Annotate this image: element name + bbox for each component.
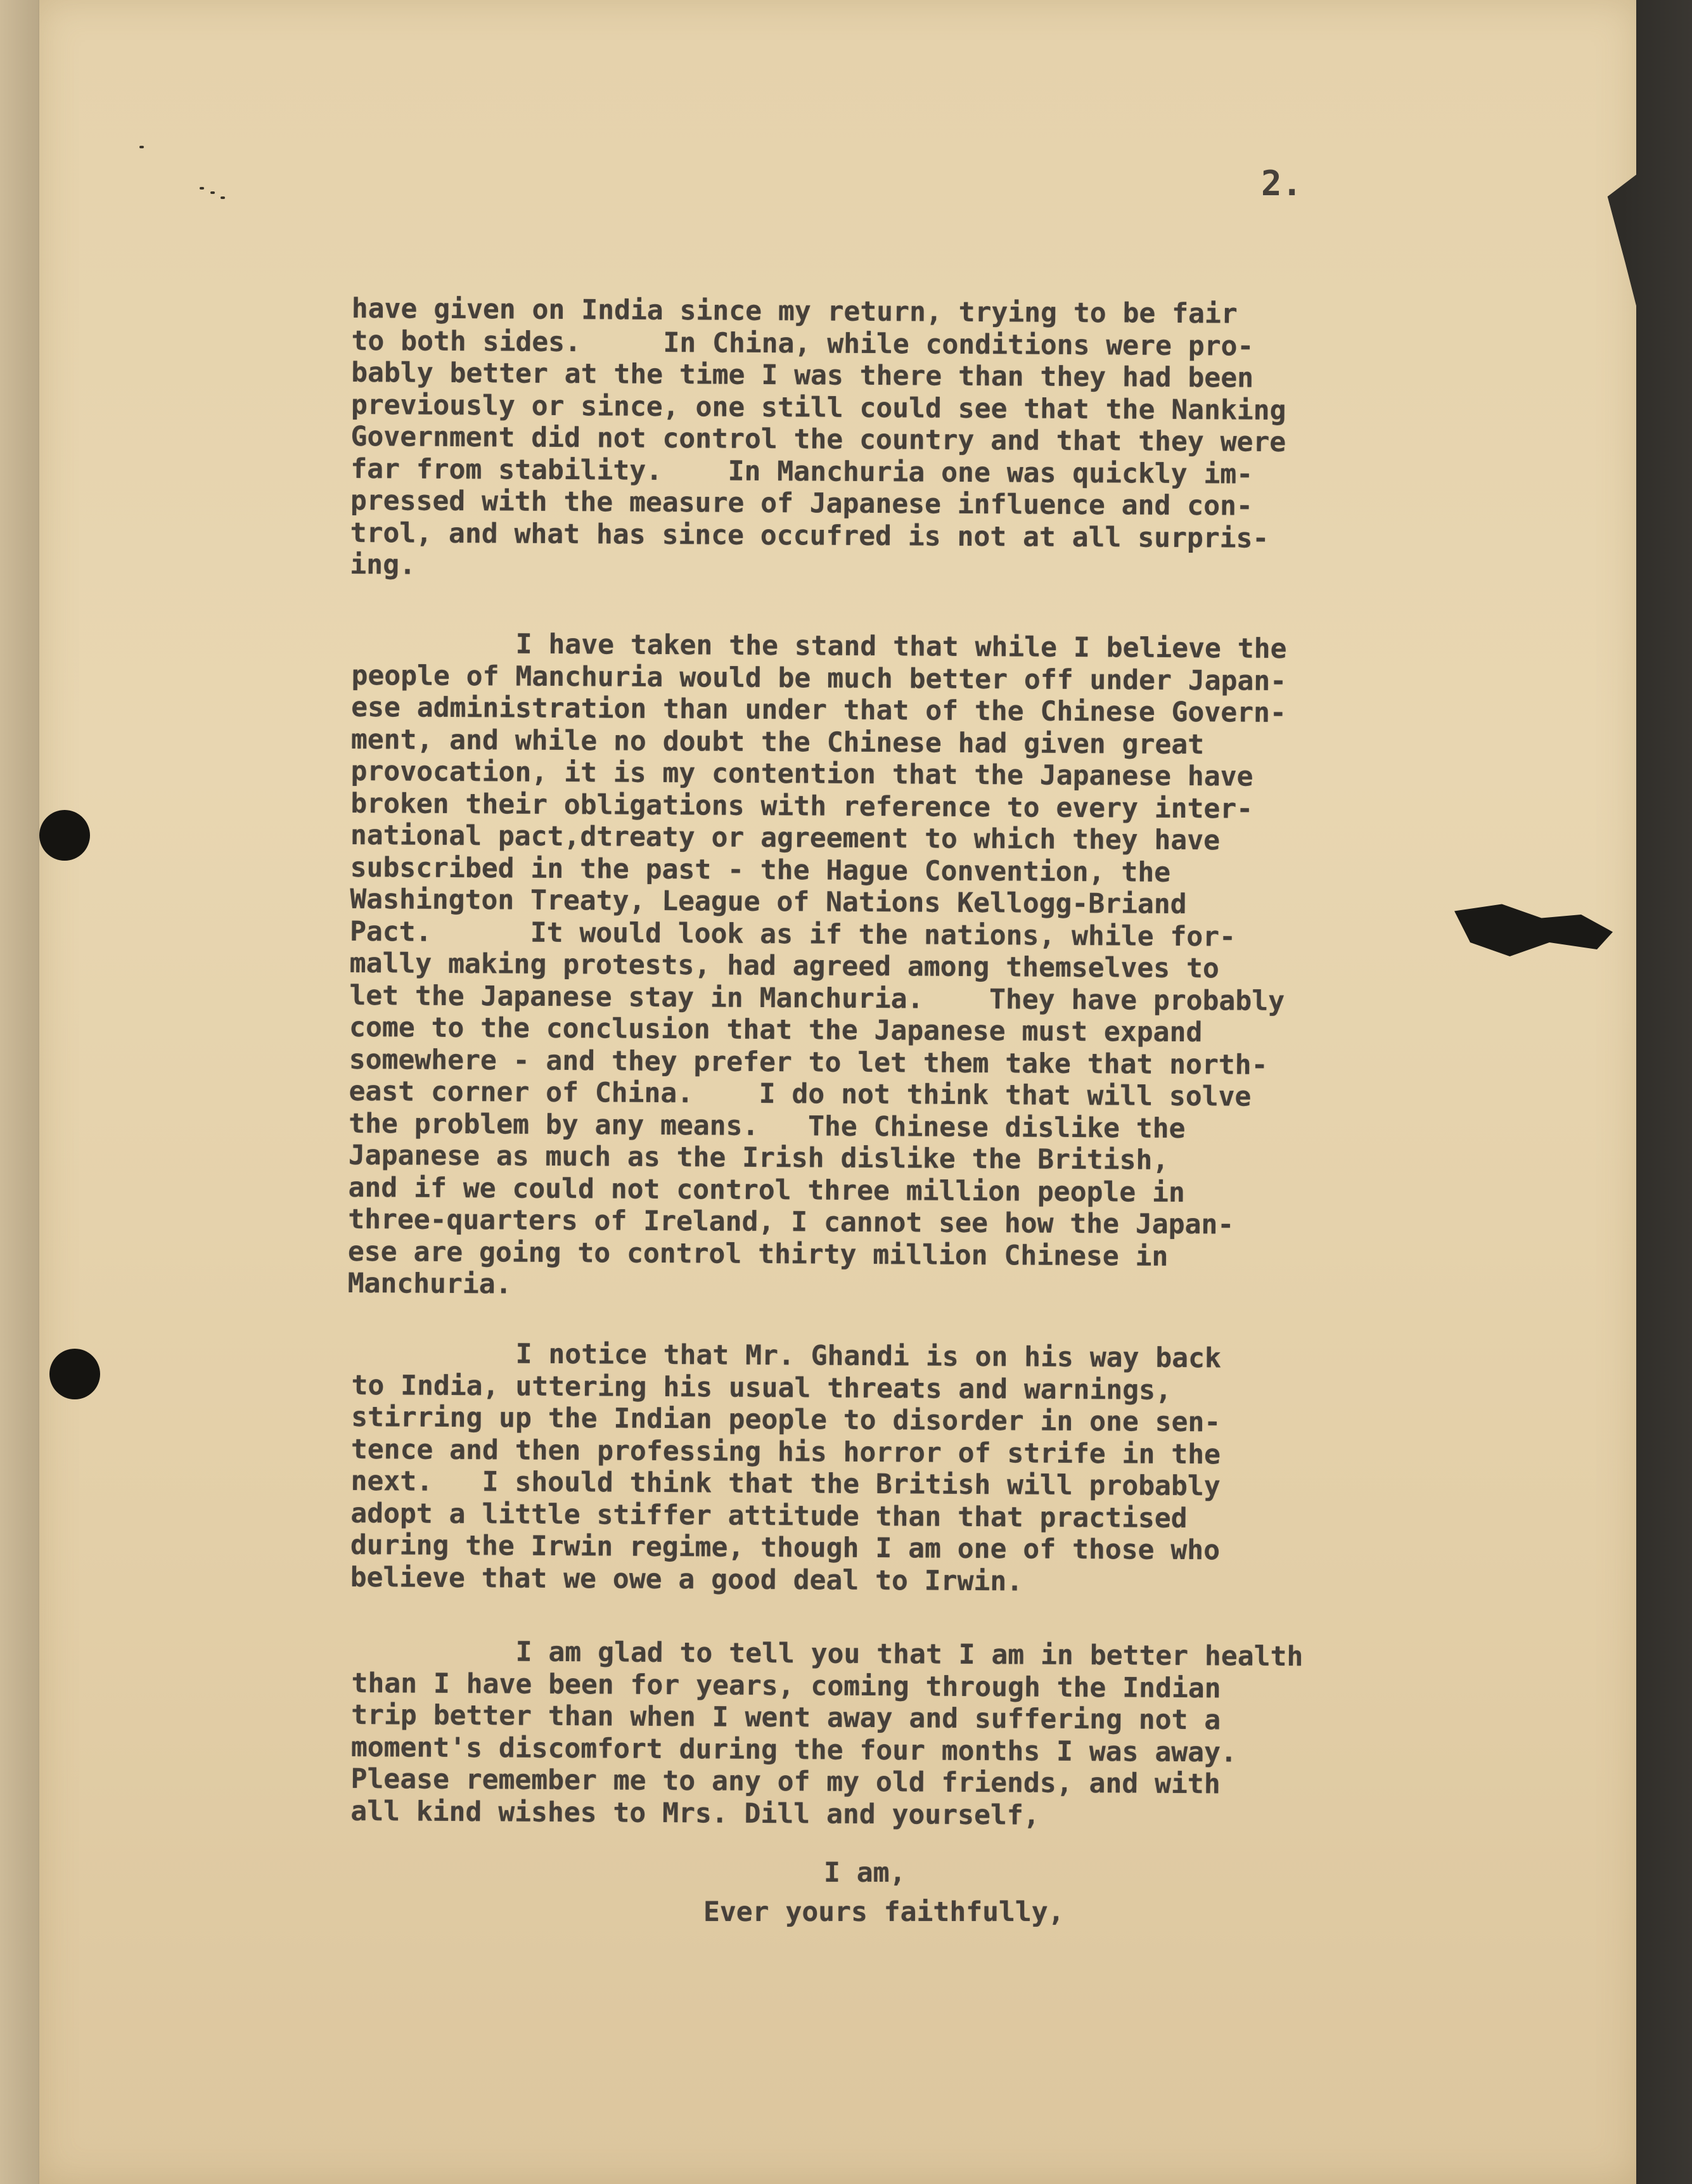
closing-i-am: I am, <box>824 1857 906 1889</box>
closing-signoff: Ever yours faithfully, <box>703 1896 1065 1928</box>
paragraph-2: I have taken the stand that while I believe the people of Manchuria would be much better off under Japan- ese administration than under that of the Chinese Govern- ment, and while no doubt the Chinese had given great provocation, it is my contention that the Japanese have broken their obligations with reference to every inter- national pact,dtreaty or agreement to which they have subscribed in the past - the Hague Convention, the Washington Treaty, League of Nations Kellogg-Briand Pact. It would look as if the nations, while for- mally making protests, had agreed among themselves to let the Japanese stay in Manchuria. They have probably come to the conclusion that the Japanese must expand somewhere - and they prefer to let them take that north- east corner of China. I do not think that will solve the problem by any means. The Chinese dislike the Japanese as much as the Irish dislike the British, and if we could not control three million people in three-quarters of Ireland, I cannot see how the Japan- ese are going to control thirty million Chinese in Manchuria. <box>347 627 1287 1301</box>
paragraph-3: I notice that Mr. Ghandi is on his way back to India, uttering his usual threats and warnings, stirring up the Indian people to disorder in one sen- tence and then professing his horror of strife in the next. I should think that the British will probably adopt a little stiffer attitude than that practised during the Irwin regime, though I am one of those who believe that we owe a good deal to Irwin. <box>350 1337 1222 1597</box>
paragraph-4: I am glad to tell you that I am in better health than I have been for years, coming through the Indian trip better than when I went away and suffering not a moment's discomfort during the four months I was away. Please remember me to any of my old friends, and with all kind wishes to Mrs. Dill and yourself, <box>350 1635 1304 1832</box>
page-number: 2. <box>1261 164 1303 203</box>
paragraph-1: have given on India since my return, trying to be fair to both sides. In China, while conditions were pro- bably better at the time I was there than they had been previously or since, one still could see that the Nanking Government did not control the country and that they were far from stability. In Manchuria one was quickly im- pressed with the measure of Japanese influence and con- trol, and what has since occufred is not at all surpris- ing. <box>350 293 1286 581</box>
